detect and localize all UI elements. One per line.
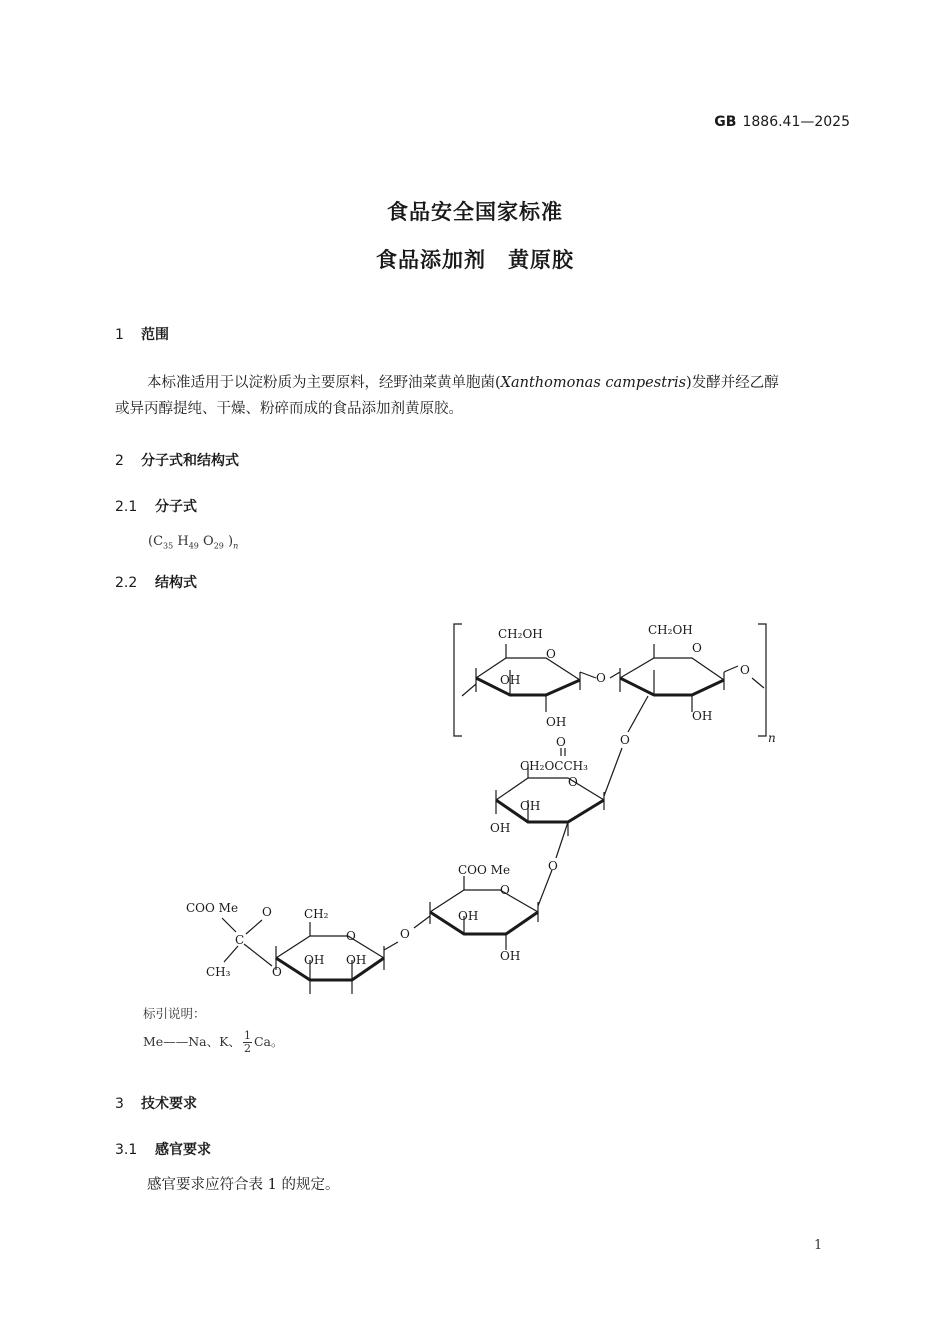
section-3-1-heading: 3.1 感官要求 [115,1142,211,1158]
ch2occh3-label: CH₂OCCH₃ [520,759,588,773]
ring-o-label-4: O [500,883,510,897]
oh-label-8: OH [304,953,325,967]
ring-o-label-6: O [272,965,282,979]
ch2oh-label-2: CH₂OH [648,623,693,637]
link-o-label-5: O [400,927,410,941]
ch3-label: CH₃ [206,965,231,979]
molecular-formula: ($C_{35}$ $H_{49}$ $O_{29}$ )$_n$ [148,534,239,551]
section-2-1-heading: 2.1 分子式 [115,499,197,515]
link-o-label-4: O [548,859,558,873]
repeat-n-label: n [768,731,776,745]
section-1-heading: 1 范围 [115,327,169,343]
link-o-label-3: O [620,733,630,747]
ring-o-label-3: O [568,775,578,789]
structural-formula [0,600,950,1000]
section-3-heading: 3 技术要求 [115,1096,197,1112]
oh-label-9: OH [346,953,367,967]
ring-o-label-2: O [692,641,702,655]
link-o-label-2: O [740,663,750,677]
note-label: 标引说明： [143,1006,206,1021]
ch2oh-label-1: CH₂OH [498,627,543,641]
oh-label-3: OH [692,709,713,723]
page-number: 1 [814,1238,823,1253]
section-3-1-text: 感官要求应符合表 1 的规定。 [147,1177,340,1193]
coo-me-label-2: COO Me [186,901,239,915]
section-2-2-heading: 2.2 结构式 [115,575,197,591]
section-2-heading: 2 分子式和结构式 [115,453,239,469]
oh-label-6: OH [458,909,479,923]
ring-o-label-5: O [346,929,356,943]
main-title: 食品安全国家标准 [387,200,563,224]
standard-code: GB 1886.41—2025 [714,114,850,130]
link-o-label-1: O [596,671,606,685]
ch2-label: CH₂ [304,907,329,921]
sub-title: 食品添加剂 黄原胶 [376,248,574,272]
oh-label-5: OH [490,821,511,835]
section-1-text: 本标准适用于以淀粉质为主要原料，经野油菜黄单胞菌(Xanthomonas campestris)发酵并经乙醇 或异丙醇提纯、干燥、粉碎而成的食品添加剂黄原胶。 [115,375,779,417]
ring-o-label-1: O [546,647,556,661]
oh-label-2: OH [546,715,567,729]
note-me-definition: Me——Na、K、 $\frac{1}{2}$ Ca。 [143,1029,284,1055]
ketal-c-label: C [235,933,245,947]
ketal-o-label: O [262,905,272,919]
carbonyl-o-label: O [556,735,566,749]
oh-label-4: OH [520,799,541,813]
oh-label-7: OH [500,949,521,963]
oh-label-1: OH [500,673,521,687]
coo-me-label-1: COO Me [458,863,511,877]
